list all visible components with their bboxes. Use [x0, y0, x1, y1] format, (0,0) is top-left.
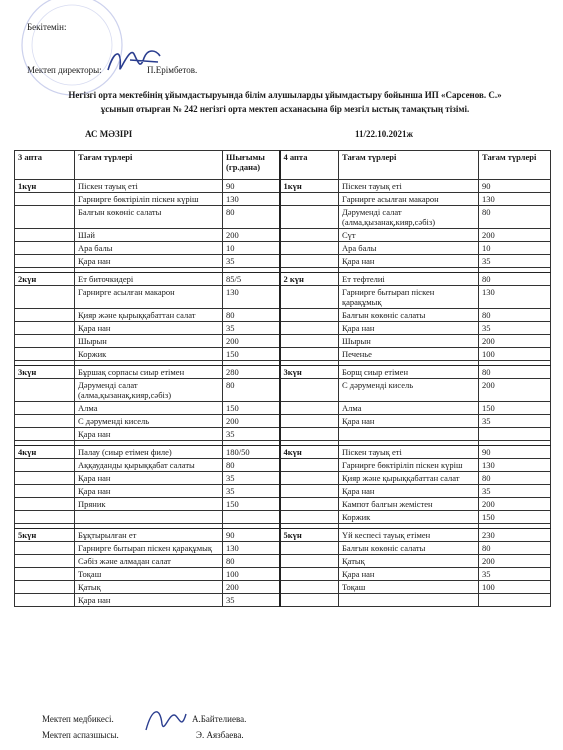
table-row	[15, 568, 551, 581]
right-dish: Қияр және қырыққабаттан салат	[339, 472, 479, 485]
left-dish: Қара нан	[75, 485, 223, 498]
left-output: 35	[223, 485, 280, 498]
right-day-label: 3күн	[280, 366, 339, 379]
left-output: 200	[223, 415, 280, 428]
title-line-1: Негізгі орта мектебінің ұйымдастыруында білім алушыларды ұйымдастыру бойынша ИП «Сарсенов. С.»	[68, 90, 502, 100]
right-output: 35	[479, 322, 551, 335]
left-dish: Қара нан	[75, 428, 223, 441]
left-dish: Гарнирге бөктіріліп піскен күріш	[75, 193, 223, 206]
right-dish: Гарнирге бөктіріліп піскен күріш	[339, 459, 479, 472]
right-output: 200	[479, 379, 551, 402]
table-row	[15, 402, 551, 415]
left-day-cell	[15, 542, 75, 555]
right-dish: Піскен тауық еті	[339, 180, 479, 193]
table-row	[15, 309, 551, 322]
menu-table	[14, 150, 551, 607]
right-dish: Қара нан	[339, 485, 479, 498]
table-row	[15, 511, 551, 524]
left-output: 80	[223, 459, 280, 472]
right-output: 10	[479, 242, 551, 255]
header-week3: 3 апта	[15, 151, 75, 180]
table-row	[15, 255, 551, 268]
left-day-label: 5күн	[15, 529, 75, 542]
right-dish: Қара нан	[339, 322, 479, 335]
left-output: 80	[223, 379, 280, 402]
left-dish: Пряник	[75, 498, 223, 511]
left-day-cell	[15, 511, 75, 524]
right-dish: Балғын көкөніс салаты	[339, 309, 479, 322]
left-dish: Қара нан	[75, 594, 223, 607]
table-row	[15, 379, 551, 402]
left-day-cell	[15, 335, 75, 348]
right-dish: Алма	[339, 402, 479, 415]
right-output: 200	[479, 498, 551, 511]
right-output: 80	[479, 309, 551, 322]
right-day-cell	[280, 402, 339, 415]
left-dish: Алма	[75, 402, 223, 415]
right-day-cell	[280, 309, 339, 322]
right-dish: Піскен тауық еті	[339, 446, 479, 459]
left-day-cell	[15, 322, 75, 335]
left-output: 90	[223, 180, 280, 193]
table-row	[15, 459, 551, 472]
right-dish: Қара нан	[339, 255, 479, 268]
right-output: 130	[479, 459, 551, 472]
right-output	[479, 428, 551, 441]
right-output: 200	[479, 555, 551, 568]
right-day-label: 1күн	[280, 180, 339, 193]
header-dishes-2: Тағам түрлері	[339, 151, 479, 180]
table-row	[15, 229, 551, 242]
left-dish: Қара нан	[75, 472, 223, 485]
left-output: 35	[223, 322, 280, 335]
right-day-label: 4күн	[280, 446, 339, 459]
left-dish: Қатық	[75, 581, 223, 594]
table-row	[15, 286, 551, 309]
table-row	[15, 193, 551, 206]
left-dish: Бұқтырылған ет	[75, 529, 223, 542]
left-output: 90	[223, 529, 280, 542]
left-output: 200	[223, 335, 280, 348]
right-output: 35	[479, 568, 551, 581]
left-output: 150	[223, 402, 280, 415]
left-dish: Піскен тауық еті	[75, 180, 223, 193]
left-output: 130	[223, 286, 280, 309]
table-row	[15, 594, 551, 607]
left-day-cell	[15, 193, 75, 206]
table-row	[15, 428, 551, 441]
right-day-cell	[280, 229, 339, 242]
table-row	[15, 242, 551, 255]
left-day-cell	[15, 568, 75, 581]
left-dish: Ет биточкидері	[75, 273, 223, 286]
right-output: 90	[479, 446, 551, 459]
left-day-cell	[15, 379, 75, 402]
right-day-cell	[280, 542, 339, 555]
nurse-name: А.Байтелиева.	[192, 714, 247, 724]
left-output: 200	[223, 229, 280, 242]
left-output: 80	[223, 555, 280, 568]
left-dish	[75, 511, 223, 524]
left-output: 280	[223, 366, 280, 379]
header-week4: 4 апта	[280, 151, 339, 180]
right-dish: Кампот балғын жемістен	[339, 498, 479, 511]
right-output: 150	[479, 511, 551, 524]
director-label: Мектеп директоры:	[27, 65, 102, 75]
right-day-cell	[280, 511, 339, 524]
left-day-cell	[15, 485, 75, 498]
signature-icon-2	[140, 700, 190, 740]
left-day-cell	[15, 402, 75, 415]
right-day-cell	[280, 206, 339, 229]
right-output: 80	[479, 542, 551, 555]
left-day-cell	[15, 472, 75, 485]
table-row	[15, 348, 551, 361]
right-dish: Ет тефтелиі	[339, 273, 479, 286]
title-line-2: ұсынып отырған № 242 негізгі орта мектеп асханасына бір мезгіл ыстық тамақтың тізімі.	[100, 104, 470, 114]
left-output	[223, 511, 280, 524]
right-day-cell	[280, 379, 339, 402]
header-dishes: Тағам түрлері	[75, 151, 223, 180]
left-day-cell	[15, 594, 75, 607]
right-day-cell	[280, 568, 339, 581]
table-row	[15, 529, 551, 542]
left-day-cell	[15, 459, 75, 472]
right-day-cell	[280, 286, 339, 309]
left-output: 180/50	[223, 446, 280, 459]
right-dish: Шырын	[339, 335, 479, 348]
right-day-cell	[280, 193, 339, 206]
left-day-cell	[15, 255, 75, 268]
table-row	[15, 485, 551, 498]
right-output	[479, 594, 551, 607]
table-row	[15, 180, 551, 193]
header-output: Шығымы (гр.дана)	[223, 151, 280, 180]
left-dish: Қара нан	[75, 255, 223, 268]
table-header-row	[15, 151, 551, 180]
header-dishes-3: Тағам түрлері	[479, 151, 551, 180]
left-dish: Бұршақ сорпасы сиыр етімен	[75, 366, 223, 379]
left-output: 130	[223, 193, 280, 206]
menu-date: 11/22.10.2021ж	[355, 129, 414, 139]
right-dish: Коржик	[339, 511, 479, 524]
right-dish: Борщ сиыр етімен	[339, 366, 479, 379]
right-output: 130	[479, 286, 551, 309]
right-dish: Гарнирге бытырап піскен қарақұмық	[339, 286, 479, 309]
table-row	[15, 322, 551, 335]
table-row	[15, 206, 551, 229]
right-output: 35	[479, 415, 551, 428]
left-day-cell	[15, 415, 75, 428]
right-day-cell	[280, 581, 339, 594]
left-output: 35	[223, 594, 280, 607]
right-dish: Ара балы	[339, 242, 479, 255]
director-name: П.Ерімбетов.	[147, 65, 198, 75]
right-day-cell	[280, 335, 339, 348]
left-day-cell	[15, 206, 75, 229]
right-day-cell	[280, 485, 339, 498]
left-day-label: 3күн	[15, 366, 75, 379]
right-output: 80	[479, 273, 551, 286]
right-output: 35	[479, 255, 551, 268]
left-dish: Ара балы	[75, 242, 223, 255]
right-day-cell	[280, 428, 339, 441]
right-day-cell	[280, 322, 339, 335]
left-day-cell	[15, 348, 75, 361]
right-day-cell	[280, 594, 339, 607]
table-row	[15, 472, 551, 485]
right-dish: Тоқаш	[339, 581, 479, 594]
left-dish: Қияр және қырыққабаттан салат	[75, 309, 223, 322]
right-output: 80	[479, 206, 551, 229]
nurse-label: Мектеп медбикесі.	[42, 714, 114, 724]
left-dish: Аққауданды қырыққабат салаты	[75, 459, 223, 472]
left-dish: Гарнирге асылған макарон	[75, 286, 223, 309]
left-dish: Қара нан	[75, 322, 223, 335]
left-day-cell	[15, 286, 75, 309]
approved-label: Бекітемін:	[27, 22, 67, 32]
cook-name: Э. Аязбаева.	[196, 730, 244, 740]
left-output: 80	[223, 206, 280, 229]
left-day-label: 2күн	[15, 273, 75, 286]
left-dish: Коржик	[75, 348, 223, 361]
left-output: 35	[223, 472, 280, 485]
left-day-cell	[15, 242, 75, 255]
left-output: 35	[223, 255, 280, 268]
left-dish: С дәрумендi кисель	[75, 415, 223, 428]
right-output: 130	[479, 193, 551, 206]
left-output: 100	[223, 568, 280, 581]
right-dish: Қара нан	[339, 415, 479, 428]
right-dish: Қара нан	[339, 568, 479, 581]
right-output: 35	[479, 485, 551, 498]
right-output: 200	[479, 229, 551, 242]
left-dish: Палау (сиыр етімен филе)	[75, 446, 223, 459]
right-output: 100	[479, 348, 551, 361]
left-output: 200	[223, 581, 280, 594]
table-row	[15, 273, 551, 286]
left-dish: Дәрумендi салат (алма,қызанақ,кияр,сәбіз)	[75, 379, 223, 402]
right-day-cell	[280, 555, 339, 568]
left-output: 150	[223, 348, 280, 361]
left-output: 150	[223, 498, 280, 511]
left-day-cell	[15, 498, 75, 511]
left-dish: Сәбіз және алмадан салат	[75, 555, 223, 568]
table-row	[15, 542, 551, 555]
right-day-label: 2 күн	[280, 273, 339, 286]
left-day-cell	[15, 229, 75, 242]
table-row	[15, 366, 551, 379]
left-output: 130	[223, 542, 280, 555]
left-output: 35	[223, 428, 280, 441]
right-dish: Балғын көкөніс салаты	[339, 542, 479, 555]
right-dish: Гарнирге асылған макарон	[339, 193, 479, 206]
right-day-cell	[280, 255, 339, 268]
right-dish	[339, 428, 479, 441]
left-day-label: 1күн	[15, 180, 75, 193]
right-day-cell	[280, 472, 339, 485]
right-output: 150	[479, 402, 551, 415]
left-dish: Гарнирге бытырап піскен қарақұмық	[75, 542, 223, 555]
left-day-cell	[15, 428, 75, 441]
left-day-cell	[15, 309, 75, 322]
left-dish: Шырын	[75, 335, 223, 348]
left-output: 85/5	[223, 273, 280, 286]
table-row	[15, 446, 551, 459]
right-dish: Үй кеспесі тауық етімен	[339, 529, 479, 542]
table-row	[15, 498, 551, 511]
right-output: 80	[479, 366, 551, 379]
right-day-cell	[280, 242, 339, 255]
right-dish: Печенье	[339, 348, 479, 361]
left-output: 10	[223, 242, 280, 255]
right-output: 100	[479, 581, 551, 594]
right-output: 230	[479, 529, 551, 542]
table-row	[15, 555, 551, 568]
left-day-label: 4күн	[15, 446, 75, 459]
right-day-cell	[280, 498, 339, 511]
left-dish: Балғын көкөніс салаты	[75, 206, 223, 229]
left-output: 80	[223, 309, 280, 322]
right-day-cell	[280, 459, 339, 472]
right-output: 80	[479, 472, 551, 485]
right-output: 200	[479, 335, 551, 348]
right-dish: Қатық	[339, 555, 479, 568]
left-dish: Шәй	[75, 229, 223, 242]
right-day-cell	[280, 348, 339, 361]
left-day-cell	[15, 555, 75, 568]
right-day-label: 5күн	[280, 529, 339, 542]
table-row	[15, 581, 551, 594]
right-output: 90	[479, 180, 551, 193]
left-day-cell	[15, 581, 75, 594]
cook-label: Мектеп аспазшысы.	[42, 730, 119, 740]
table-row	[15, 415, 551, 428]
right-dish: Сүт	[339, 229, 479, 242]
right-dish	[339, 594, 479, 607]
right-dish: С дәрумендi кисель	[339, 379, 479, 402]
menu-label: АС МӘЗІРІ	[85, 129, 133, 139]
right-dish: Дәрумендi салат (алма,қызанақ,кияр,сәбіз)	[339, 206, 479, 229]
right-day-cell	[280, 415, 339, 428]
left-dish: Тоқаш	[75, 568, 223, 581]
table-row	[15, 335, 551, 348]
